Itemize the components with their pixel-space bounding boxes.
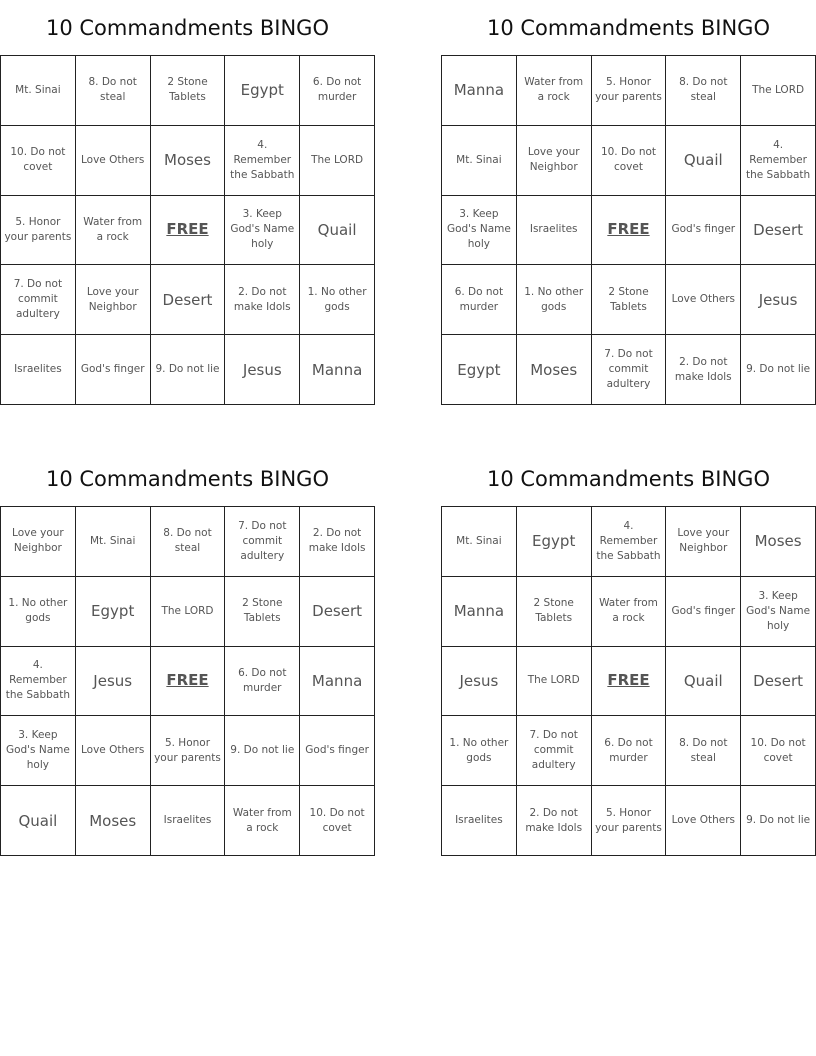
bingo-cell: The LORD (741, 56, 816, 126)
bingo-cell: 5. Honor your parents (1, 196, 76, 266)
bingo-cell: 8. Do not steal (151, 507, 226, 577)
bingo-cell: 3. Keep God's Name holy (741, 577, 816, 647)
card-title: 10 Commandments BINGO (46, 467, 329, 491)
bingo-cell: Egypt (517, 507, 592, 577)
bingo-cell: Israelites (517, 196, 592, 266)
bingo-cell: 7. Do not commit adultery (1, 265, 76, 335)
bingo-cell: 2 Stone Tablets (225, 577, 300, 647)
bingo-cell: Egypt (225, 56, 300, 126)
free-space: FREE (151, 647, 226, 717)
bingo-cell: Mt. Sinai (1, 56, 76, 126)
bingo-cell: 8. Do not steal (666, 716, 741, 786)
bingo-cell: 2. Do not make Idols (517, 786, 592, 856)
bingo-cell: 6. Do not murder (225, 647, 300, 717)
bingo-cell: 4. Remember the Sabbath (1, 647, 76, 717)
bingo-cell: Manna (300, 335, 375, 405)
bingo-cell: Moses (741, 507, 816, 577)
bingo-cell: 2 Stone Tablets (151, 56, 226, 126)
bingo-cell: 1. No other gods (300, 265, 375, 335)
bingo-cell: Manna (300, 647, 375, 717)
bingo-cell: Desert (300, 577, 375, 647)
bingo-cell: Moses (151, 126, 226, 196)
bingo-cell: 6. Do not murder (592, 716, 667, 786)
bingo-cell: 2 Stone Tablets (592, 265, 667, 335)
bingo-cell: 1. No other gods (442, 716, 517, 786)
free-space: FREE (151, 196, 226, 266)
bingo-grid (441, 55, 816, 405)
bingo-cell: 7. Do not commit adultery (225, 507, 300, 577)
bingo-cell: The LORD (151, 577, 226, 647)
bingo-cell: 7. Do not commit adultery (592, 335, 667, 405)
bingo-cell: 5. Honor your parents (592, 56, 667, 126)
bingo-cell: 6. Do not murder (300, 56, 375, 126)
bingo-cell: 3. Keep God's Name holy (225, 196, 300, 266)
bingo-cell: 10. Do not covet (1, 126, 76, 196)
bingo-cell: Desert (741, 647, 816, 717)
bingo-cell: 3. Keep God's Name holy (442, 196, 517, 266)
bingo-cell: Egypt (442, 335, 517, 405)
bingo-cell: God's finger (76, 335, 151, 405)
bingo-cell: 1. No other gods (517, 265, 592, 335)
bingo-cell: Manna (442, 56, 517, 126)
bingo-cell: 8. Do not steal (76, 56, 151, 126)
bingo-grid (0, 55, 375, 405)
bingo-cell: Water from a rock (76, 196, 151, 266)
bingo-cell: The LORD (517, 647, 592, 717)
bingo-cell: Love Others (666, 265, 741, 335)
bingo-cell: 3. Keep God's Name holy (1, 716, 76, 786)
bingo-cell: 6. Do not murder (442, 265, 517, 335)
bingo-cell: Manna (442, 577, 517, 647)
bingo-cell: 10. Do not covet (592, 126, 667, 196)
bingo-cell: Moses (76, 786, 151, 856)
card-title: 10 Commandments BINGO (487, 467, 770, 491)
bingo-cell: Moses (517, 335, 592, 405)
bingo-cell: Love your Neighbor (666, 507, 741, 577)
bingo-cell: Jesus (76, 647, 151, 717)
card-title: 10 Commandments BINGO (46, 16, 329, 40)
bingo-cell: Love your Neighbor (517, 126, 592, 196)
bingo-cell: Egypt (76, 577, 151, 647)
bingo-cell: 4. Remember the Sabbath (225, 126, 300, 196)
free-space: FREE (592, 647, 667, 717)
bingo-cell: 2. Do not make Idols (225, 265, 300, 335)
bingo-cell: Desert (151, 265, 226, 335)
bingo-cell: Israelites (1, 335, 76, 405)
bingo-cell: The LORD (300, 126, 375, 196)
bingo-cell: God's finger (300, 716, 375, 786)
bingo-cell: Israelites (442, 786, 517, 856)
bingo-cell: Love Others (666, 786, 741, 856)
bingo-cell: Quail (666, 126, 741, 196)
bingo-grid (0, 506, 375, 856)
bingo-cell: 4. Remember the Sabbath (741, 126, 816, 196)
bingo-cell: 9. Do not lie (741, 335, 816, 405)
bingo-cell: 2 Stone Tablets (517, 577, 592, 647)
free-space: FREE (592, 196, 667, 266)
bingo-cell: 9. Do not lie (225, 716, 300, 786)
bingo-cell: Quail (300, 196, 375, 266)
bingo-cell: 1. No other gods (1, 577, 76, 647)
bingo-cell: Quail (1, 786, 76, 856)
bingo-cell: Desert (741, 196, 816, 266)
bingo-cell: 5. Honor your parents (151, 716, 226, 786)
bingo-cell: 9. Do not lie (151, 335, 226, 405)
bingo-cell: 9. Do not lie (741, 786, 816, 856)
bingo-cell: Love Others (76, 126, 151, 196)
bingo-cell: God's finger (666, 577, 741, 647)
bingo-cell: God's finger (666, 196, 741, 266)
bingo-cell: 2. Do not make Idols (666, 335, 741, 405)
card-title: 10 Commandments BINGO (487, 16, 770, 40)
bingo-cell: Water from a rock (225, 786, 300, 856)
bingo-cell: 7. Do not commit adultery (517, 716, 592, 786)
bingo-cell: 10. Do not covet (300, 786, 375, 856)
bingo-cell: Love your Neighbor (1, 507, 76, 577)
bingo-cell: Love your Neighbor (76, 265, 151, 335)
bingo-cell: Love Others (76, 716, 151, 786)
bingo-cell: Mt. Sinai (442, 507, 517, 577)
bingo-grid (441, 506, 816, 856)
bingo-cell: Quail (666, 647, 741, 717)
bingo-cell: Water from a rock (517, 56, 592, 126)
bingo-cell: 4. Remember the Sabbath (592, 507, 667, 577)
bingo-cell: Jesus (741, 265, 816, 335)
bingo-cell: 2. Do not make Idols (300, 507, 375, 577)
bingo-cell: 8. Do not steal (666, 56, 741, 126)
bingo-cell: Mt. Sinai (442, 126, 517, 196)
bingo-cell: Water from a rock (592, 577, 667, 647)
bingo-cell: Mt. Sinai (76, 507, 151, 577)
bingo-cell: 10. Do not covet (741, 716, 816, 786)
bingo-cell: Israelites (151, 786, 226, 856)
bingo-cell: Jesus (225, 335, 300, 405)
bingo-cell: 5. Honor your parents (592, 786, 667, 856)
bingo-cell: Jesus (442, 647, 517, 717)
